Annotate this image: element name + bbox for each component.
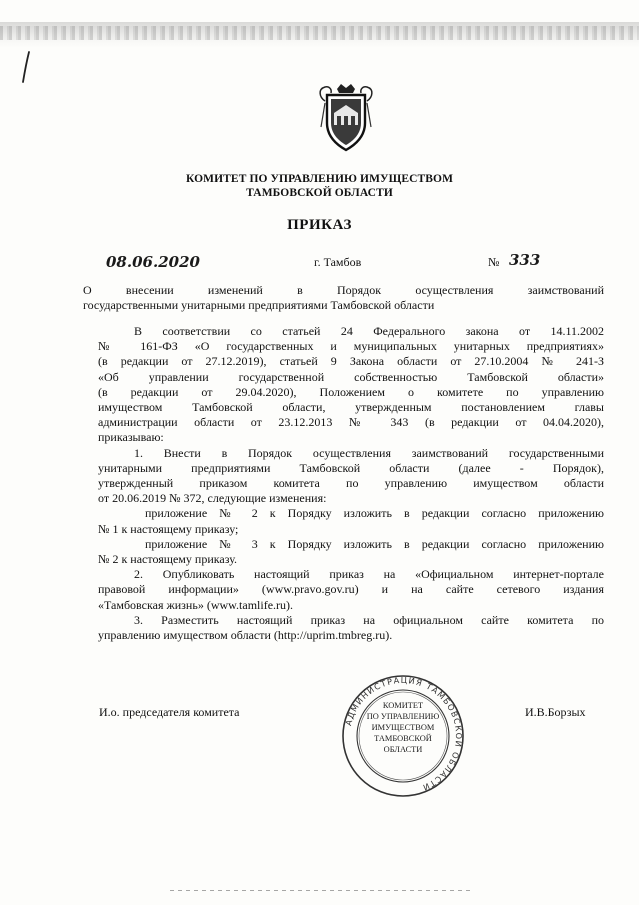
body-line: 2. Опубликовать настоящий приказ на «Официальном интернет-портале [134,567,604,582]
margin-pen-mark [20,50,34,84]
order-title: ПРИКАЗ [287,217,352,233]
order-subject-line2: государственными унитарными предприятиями Тамбовской области [83,298,435,312]
stamp-line5: ОБЛАСТИ [383,745,423,754]
body-line: администрации области от 23.12.2013 № 343 (в редакции от 04.04.2020), [98,415,604,430]
body-line: унитарными предприятиями Тамбовской области (далее - Порядок), [98,460,604,475]
stamp-line3: ИМУЩЕСТВОМ [371,723,435,732]
body-line: В соответствии со статьей 24 Федерального закона от 14.11.2002 [134,324,604,338]
order-city: г. Тамбов [314,255,362,269]
body-line: утвержденный приказом комитета по управлению имуществом области [98,476,604,490]
body-line: № 161-ФЗ «О государственных и муниципальных унитарных предприятиях» [98,339,604,354]
body-line: «Об управлении государственной собственностью Тамбовской области» [98,369,604,384]
body-line: имуществом Тамбовской области, утвержденным постановлением главы [98,400,604,414]
order-date: 08.06.2020 [106,253,200,271]
committee-name-line1: КОМИТЕТ ПО УПРАВЛЕНИЮ ИМУЩЕСТВОМ [185,173,454,185]
signer-name: И.В.Борзых [525,705,586,719]
scan-bottom-edge [170,890,470,891]
body-line: 1. Внести в Порядок осуществления заимствований государственными [134,445,604,460]
committee-name-line2: ТАМБОВСКОЙ ОБЛАСТИ [246,187,393,199]
order-number-sign: № [488,255,500,269]
scan-top-band [0,22,639,48]
body-line: № 1 к настоящему приказу; [98,521,239,536]
body-line: приказываю: [98,430,164,445]
stamp-line2: ПО УПРАВЛЕНИЮ [366,712,440,721]
body-line: «Тамбовская жизнь» (www.tamlife.ru). [98,597,294,612]
body-line: управлению имуществом области (http://uprim.tmbreg.ru). [98,628,393,642]
official-stamp [340,673,466,799]
body-line: (в редакции от 29.04.2020), Положением о комитете по управлению [98,384,604,399]
coat-of-arms-emblem [317,83,375,153]
body-line: правовой информации» (www.pravo.gov.ru) и на сайте сетевого издания [98,582,604,597]
body-line: приложение № 2 к Порядку изложить в редакции согласно приложению [145,506,604,521]
body-line: приложение № 3 к Порядку изложить в редакции согласно приложению [145,536,604,551]
stamp-line4: ТАМБОВСКОЙ [374,734,432,743]
order-subject-line1: О внесении изменений в Порядок осуществления заимствований [83,283,604,297]
stamp-line1: КОМИТЕТ [382,701,424,710]
body-line: от 20.06.2019 № 372, следующие изменения: [98,491,327,506]
signer-position: И.о. председателя комитета [99,705,240,719]
order-number: 333 [509,251,541,269]
body-line: № 2 к настоящему приказу. [98,552,237,566]
body-line: (в редакции от 27.12.2019), статьей 9 Закона области от 27.10.2004 № 241-З [98,354,604,369]
stamp-outer-text: АДМИНИСТРАЦИЯ ТАМБОВСКОЙ ОБЛАСТИ [343,674,465,794]
body-line: 3. Разместить настоящий приказ на официальном сайте комитета по [134,612,604,627]
